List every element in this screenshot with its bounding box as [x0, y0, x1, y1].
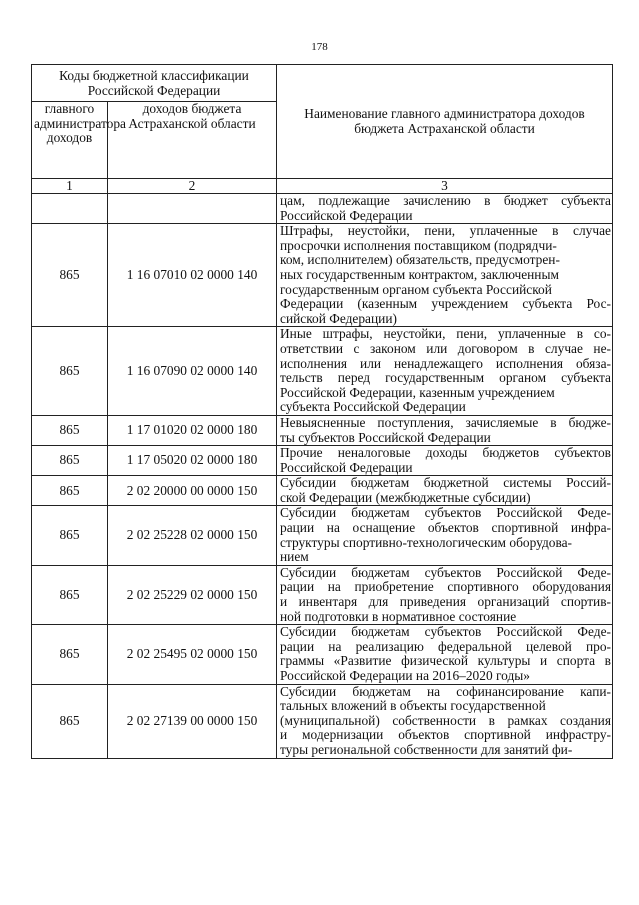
income-code-cell: 1 17 05020 02 0000 180 [108, 446, 277, 476]
column-number-3: 3 [277, 179, 613, 194]
name-text-line: Российской Федерации, казенным учреждением [280, 384, 555, 400]
name-text-line: Российской Федерации [280, 459, 413, 475]
admin-code-cell: 865 [32, 625, 108, 684]
name-text-line: тальных вложений в объекты государственной [280, 698, 546, 714]
admin-code-cell: 865 [32, 506, 108, 565]
table-row [32, 476, 613, 506]
name-text-line: Субсидии бюджетам субъектов Российской Феде- [280, 505, 611, 521]
name-text-line: государственным органом субъекта Российской [280, 281, 552, 297]
table-row [32, 565, 613, 624]
name-text-line: ответствии с законом или договором в случае не- [280, 340, 611, 356]
administrator-name-cell [277, 194, 613, 224]
name-text-line: Российской Федерации [280, 207, 413, 223]
name-text-line: ных государственным контрактом, заключенным [280, 266, 559, 282]
codes-group-header: Коды бюджетной классификации Российской Федерации [32, 65, 277, 102]
income-code-cell: 2 02 25229 02 0000 150 [108, 565, 277, 624]
name-text-line: рации на приобретение спортивного оборудования [280, 579, 611, 595]
income-code-header: доходов бюджета Астраханской области [108, 102, 277, 179]
table-row [32, 625, 613, 684]
name-text-line: цам, подлежащие зачислению в бюджет субъекта [280, 193, 611, 208]
name-text-line: рации на оснащение объектов спортивной инфра- [280, 520, 611, 536]
column-number-row [32, 179, 613, 194]
name-text-line: и модернизации объектов спортивной инфрастру- [280, 727, 611, 743]
name-text-line: просрочки исполнения поставщиком (подрядчи- [280, 237, 557, 253]
administrator-name-cell [277, 506, 613, 565]
table-row [32, 446, 613, 476]
name-text-line: ной подготовки в нормативное состояние [280, 608, 517, 624]
income-code-cell: 2 02 20000 00 0000 150 [108, 476, 277, 506]
name-text-line: и инвентаря для приведения организаций спортив- [280, 594, 611, 610]
income-code-cell [108, 194, 277, 224]
administrator-name-cell [277, 476, 613, 506]
admin-code-cell: 865 [32, 565, 108, 624]
administrator-name-cell [277, 224, 613, 327]
table-row [32, 194, 613, 224]
name-text-line: Иные штрафы, неустойки, пени, уплаченные в со- [280, 326, 611, 342]
table-row [32, 506, 613, 565]
administrator-name-cell [277, 565, 613, 624]
name-text-line: Российской Федерации на 2016–2020 годы» [280, 668, 530, 683]
income-code-cell: 2 02 27139 00 0000 150 [108, 684, 277, 758]
income-code-cell: 1 16 07010 02 0000 140 [108, 224, 277, 327]
administrator-name-cell [277, 415, 613, 445]
income-code-cell: 1 16 07090 02 0000 140 [108, 327, 277, 416]
table-row [32, 327, 613, 416]
admin-code-cell: 865 [32, 476, 108, 506]
name-text-line: ком, исполнителем) обязательств, предусмотрен- [280, 252, 560, 268]
admin-code-cell [32, 194, 108, 224]
name-text-line: Прочие неналоговые доходы бюджетов субъектов [280, 445, 611, 461]
admin-code-cell: 865 [32, 415, 108, 445]
name-text-line: Федерации (казенным учреждением субъекта Рос- [280, 296, 611, 312]
name-text-line: ской Федерации (межбюджетные субсидии) [280, 489, 531, 505]
name-text-line: (муниципальной) собственности в рамках создания [280, 712, 611, 728]
administrator-name-cell [277, 446, 613, 476]
admin-code-cell: 865 [32, 224, 108, 327]
administrator-name-cell [277, 684, 613, 758]
name-text-line: туры региональной собственности для занятий фи- [280, 741, 573, 757]
admin-code-header: главного администратора доходов [32, 102, 108, 179]
name-text-line: Невыясненные поступления, зачисляемые в бюдже- [280, 414, 611, 430]
name-text-line: Субсидии бюджетам на софинансирование капи- [280, 683, 611, 699]
name-text-line: субъекта Российской Федерации [280, 399, 466, 415]
name-text-line: структуры спортивно-технологическим оборудова- [280, 534, 573, 550]
income-code-cell: 2 02 25228 02 0000 150 [108, 506, 277, 565]
name-text-line: тельств перед государственным органом субъекта [280, 370, 611, 386]
column-number-2: 2 [108, 179, 277, 194]
name-text-line: Субсидии бюджетам субъектов Российской Феде- [280, 564, 611, 580]
column-number-1: 1 [32, 179, 108, 194]
name-text-line: ты субъектов Российской Федерации [280, 429, 491, 445]
name-text-line: нием [280, 549, 309, 565]
admin-code-cell: 865 [32, 684, 108, 758]
name-text-line: рации на реализацию федеральной целевой про- [280, 638, 611, 654]
income-code-cell: 1 17 01020 02 0000 180 [108, 415, 277, 445]
table-row [32, 415, 613, 445]
name-text-line: Штрафы, неустойки, пени, уплаченные в случае [280, 223, 611, 239]
name-text-line: Субсидии бюджетам субъектов Российской Феде- [280, 624, 611, 640]
name-text-line: Субсидии бюджетам бюджетной системы Россий- [280, 475, 611, 491]
income-code-cell: 2 02 25495 02 0000 150 [108, 625, 277, 684]
name-text-line: исполнения или ненадлежащего исполнения обяза- [280, 355, 611, 371]
admin-code-cell: 865 [32, 327, 108, 416]
administrator-name-cell [277, 327, 613, 416]
budget-classification-table [31, 64, 613, 759]
name-column-header: Наименование главного администратора доходов бюджета Астраханской области [277, 65, 613, 179]
name-text-line: граммы «Развитие физической культуры и спорта в [280, 653, 611, 669]
administrator-name-cell [277, 625, 613, 684]
admin-code-cell: 865 [32, 446, 108, 476]
header-row-top [32, 65, 613, 102]
table-row [32, 224, 613, 327]
page-number: 178 [311, 41, 328, 53]
table-row [32, 684, 613, 758]
name-text-line: сийской Федерации) [280, 310, 397, 326]
